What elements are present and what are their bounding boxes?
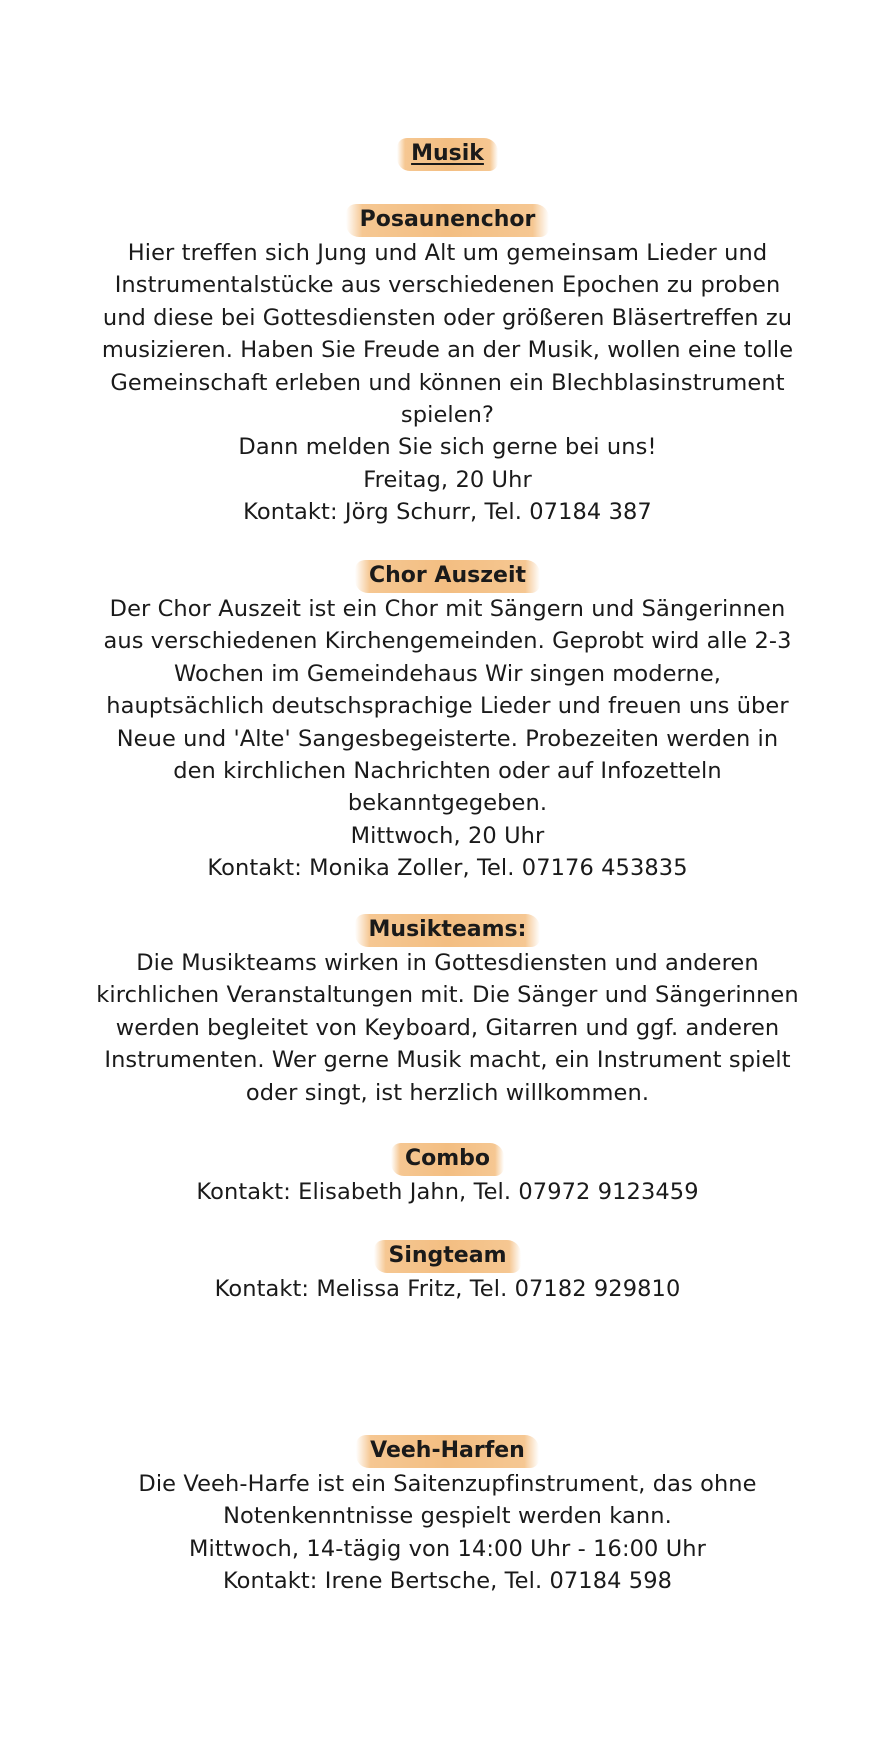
section-heading: Veeh-Harfen (356, 1435, 539, 1468)
text-line: Neue und 'Alte' Sangesbegeisterte. Probezeiten werden in (116, 725, 779, 752)
text-line: Notenkenntnisse gespielt werden kann. (223, 1503, 672, 1530)
text-line: Die Musikteams wirken in Gottesdiensten und anderen (136, 950, 759, 976)
contact-line: Kontakt: Irene Bertsche, Tel. 07184 598 (222, 1568, 673, 1595)
text-line: Dann melden Sie sich gerne bei uns! (238, 434, 657, 461)
contact-line: Kontakt: Jörg Schurr, Tel. 07184 387 (243, 499, 652, 526)
schedule-line: Mittwoch, 14-tägig von 14:00 Uhr - 16:00 Uhr (189, 1535, 706, 1562)
text-line: Wochen im Gemeindehaus Wir singen moderne, (173, 660, 722, 687)
section-chor-auszeit (0, 560, 895, 885)
text-line: Instrumentalstücke aus verschiedenen Epochen zu proben (114, 272, 781, 299)
section-posaunenchor (0, 204, 895, 529)
page-title: Musik (397, 138, 498, 171)
section-text (88, 1273, 808, 1305)
text-line: Hier treffen sich Jung und Alt um gemeinsam Lieder und (127, 240, 768, 266)
contact-line: Kontakt: Elisabeth Jahn, Tel. 07972 9123459 (196, 1179, 699, 1205)
section-heading: Musikteams: (355, 914, 541, 947)
section-heading: Posaunenchor (346, 204, 550, 237)
contact-line: Kontakt: Monika Zoller, Tel. 07176 453835 (207, 855, 688, 882)
section-veeh-harfen (0, 1435, 895, 1598)
section-text (88, 237, 808, 529)
text-line: aus verschiedenen Kirchengemeinden. Geprobt wird alle 2-3 (103, 628, 792, 655)
text-line: musizieren. Haben Sie Freude an der Musik, wollen eine tolle (101, 337, 794, 364)
text-line: Gemeinschaft erleben und können ein Blechblasinstrument (110, 369, 785, 396)
text-line: kirchlichen Veranstaltungen mit. Die Sänger und Sängerinnen (96, 982, 799, 1009)
section-text (88, 947, 808, 1109)
text-line: Die Veeh-Harfe ist ein Saitenzupfinstrument, das ohne (138, 1471, 757, 1497)
section-singteam (0, 1240, 895, 1305)
text-line: spielen? (400, 402, 495, 429)
section-heading: Singteam (374, 1240, 520, 1273)
section-text (88, 593, 808, 885)
section-text (88, 1468, 808, 1598)
text-line: Instrumenten. Wer gerne Musik macht, ein Instrument spielt (104, 1047, 791, 1074)
text-line: und diese bei Gottesdiensten oder größeren Bläsertreffen zu (102, 304, 793, 331)
text-line: hauptsächlich deutschsprachige Lieder und freuen uns über (106, 693, 789, 720)
text-line: bekanntgegeben. (347, 790, 548, 817)
section-combo (0, 1143, 895, 1208)
text-line: werden begleitet von Keyboard, Gitarren und ggf. anderen (115, 1014, 780, 1041)
text-line: oder singt, ist herzlich willkommen. (245, 1079, 650, 1106)
schedule-line: Freitag, 20 Uhr (363, 466, 532, 493)
section-heading: Combo (391, 1143, 504, 1176)
text-line: Der Chor Auszeit ist ein Chor mit Sängern und Sängerinnen (109, 596, 786, 622)
contact-line: Kontakt: Melissa Fritz, Tel. 07182 929810 (214, 1276, 681, 1302)
section-musikteams (0, 914, 895, 1109)
section-text (88, 1176, 808, 1208)
text-line: den kirchlichen Nachrichten oder auf Infozetteln (173, 758, 722, 785)
title-block (0, 138, 895, 171)
schedule-line: Mittwoch, 20 Uhr (350, 822, 545, 849)
section-heading: Chor Auszeit (355, 560, 540, 593)
